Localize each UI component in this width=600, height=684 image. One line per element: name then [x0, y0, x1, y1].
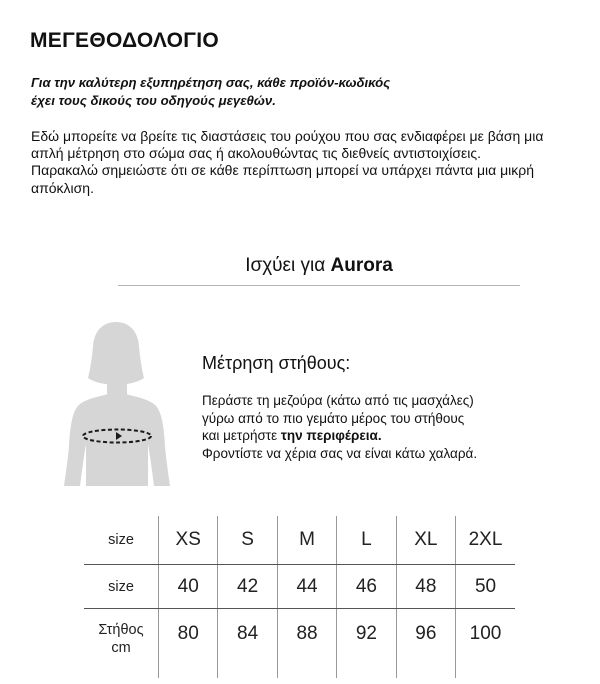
applies-prefix: Ισχύει για: [245, 255, 331, 276]
table-row: [84, 609, 515, 679]
table-cell: 2XL: [456, 516, 515, 565]
table-cell: 80: [159, 609, 218, 679]
table-cell: 92: [337, 609, 396, 679]
instruction-text: και μετρήστε: [202, 428, 281, 443]
table-cell: S: [218, 516, 277, 565]
row-label: size: [84, 565, 159, 609]
table-cell: 50: [456, 565, 515, 609]
table-cell: 42: [218, 565, 277, 609]
intro-paragraph: Παρακαλώ σημειώστε ότι σε κάθε περίπτωση μπορεί να υπάρχει πάντα μια μικρή απόκλιση.: [31, 162, 535, 196]
instruction-line: Περάστε τη μεζούρα (κάτω από τις μασχάλες): [202, 393, 474, 408]
table-cell: L: [337, 516, 396, 565]
instruction-emphasis: την περιφέρεια.: [280, 428, 382, 443]
row-label: size: [84, 516, 159, 565]
table-cell: XL: [396, 516, 455, 565]
table-cell: XS: [159, 516, 218, 565]
instruction-line: [202, 427, 582, 445]
intro-notice: [31, 74, 551, 109]
row-label-line: Στήθος: [98, 622, 144, 638]
table-cell: 48: [396, 565, 455, 609]
intro-description: [31, 128, 571, 197]
table-cell: 88: [277, 609, 336, 679]
product-model-name: Aurora: [330, 255, 393, 276]
table-cell: 44: [277, 565, 336, 609]
size-chart-table: [84, 516, 515, 678]
table-row: [84, 565, 515, 609]
measurement-instructions: [202, 392, 582, 462]
table-cell: 46: [337, 565, 396, 609]
intro-paragraph: Εδώ μπορείτε να βρείτε τις διαστάσεις του ρούχου που σας ενδιαφέρει με βάση μια απλή μέτρηση στο σώμα σας ή ακολουθώντας τις διεθνείς αντιστοιχίσεις.: [31, 128, 544, 162]
applies-to-heading: [118, 253, 520, 286]
instruction-line: γύρω από το πιο γεμάτο μέρος του στήθους: [202, 410, 465, 426]
female-torso-silhouette-icon: [58, 318, 176, 488]
page-title: ΜΕΓΕΘΟΔΟΛΟΓΙΟ: [30, 29, 220, 52]
instruction-line: Φροντίστε να χέρια σας να είναι κάτω χαλαρά.: [202, 445, 478, 461]
row-label: [84, 609, 159, 679]
intro-notice-line: έχει τους δικούς του οδηγούς μεγεθών.: [31, 92, 276, 108]
table-row: [84, 516, 515, 565]
table-cell: 100: [456, 609, 515, 679]
measurement-title: Μέτρηση στήθους:: [202, 353, 351, 373]
row-label-line: cm: [111, 640, 131, 656]
table-cell: M: [277, 516, 336, 565]
table-cell: 84: [218, 609, 277, 679]
intro-notice-line: Για την καλύτερη εξυπηρέτηση σας, κάθε προϊόν-κωδικός: [31, 75, 391, 90]
table-cell: 40: [159, 565, 218, 609]
table-cell: 96: [396, 609, 455, 679]
